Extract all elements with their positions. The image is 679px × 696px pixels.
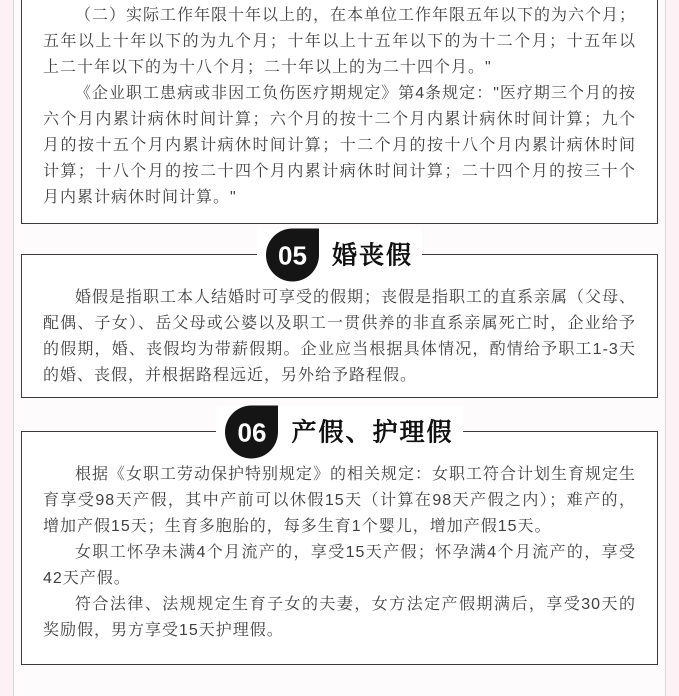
section-title: 产假、护理假 (291, 418, 454, 446)
paragraph: 根据《女职工劳动保护特别规定》的相关规定：女职工符合计划生育规定生育享受98天产假，其中产前可以休假15天（计算在98天产假之内）；难产的，增加产假15天；生育多胞胎的，每多生育1个婴儿，增加产假15天。 (43, 466, 637, 535)
section-box-maternity-paternity-leave (21, 417, 658, 665)
section-box-medical-period (21, 0, 658, 224)
section-header-inner (216, 406, 462, 459)
section-header (22, 406, 657, 459)
section-box-marriage-funeral-leave (21, 240, 658, 398)
paragraph: （二）实际工作年限十年以上的，在本单位工作年限五年以下的为六个月；五年以上十年以下的为九个月；十年以上十五年以下的为十二个月；十五年以上二十年以下的为十八个月；二十年以上的为二十四个月。" (43, 7, 637, 76)
section-header (22, 229, 657, 282)
section-header-inner (257, 229, 422, 282)
right-accent-band (665, 0, 679, 696)
paragraph: 符合法律、法规规定生育子女的夫妻，女方法定产假期满后，享受30天的奖励假，男方享受15天护理假。 (43, 596, 636, 639)
article (21, 0, 658, 665)
left-accent-band (0, 0, 14, 696)
section-number-badge: 06 (225, 406, 278, 459)
section-title: 婚丧假 (331, 241, 413, 269)
section-number-badge: 05 (266, 229, 319, 282)
paragraph: 女职工怀孕未满4个月流产的，享受15天产假；怀孕满4个月流产的，享受42天产假。 (43, 544, 636, 587)
paragraph: 婚假是指职工本人结婚时可享受的假期；丧假是指职工的直系亲属（父母、配偶、子女）、岳父母或公婆以及职工一贯供养的非直系亲属死亡时，企业给予的假期，婚、丧假均为带薪假期。企业应当根据具体情况，酌情给予职工1-3天的婚、丧假，并根据路程远近，另外给予路程假。 (43, 289, 637, 384)
paragraph: 《企业职工患病或非因工负伤医疗期规定》第4条规定："医疗期三个月的按六个月内累计病休时间计算；六个月的按十二个月内累计病休时间计算；九个月的按十五个月内累计病休时间计算；十二个月的按十八个月内累计病休时间计算；十八个月的按二十四个月内累计病休时间计算；二十四个月的按三十个月内累计病休时间计算。" (43, 85, 636, 206)
